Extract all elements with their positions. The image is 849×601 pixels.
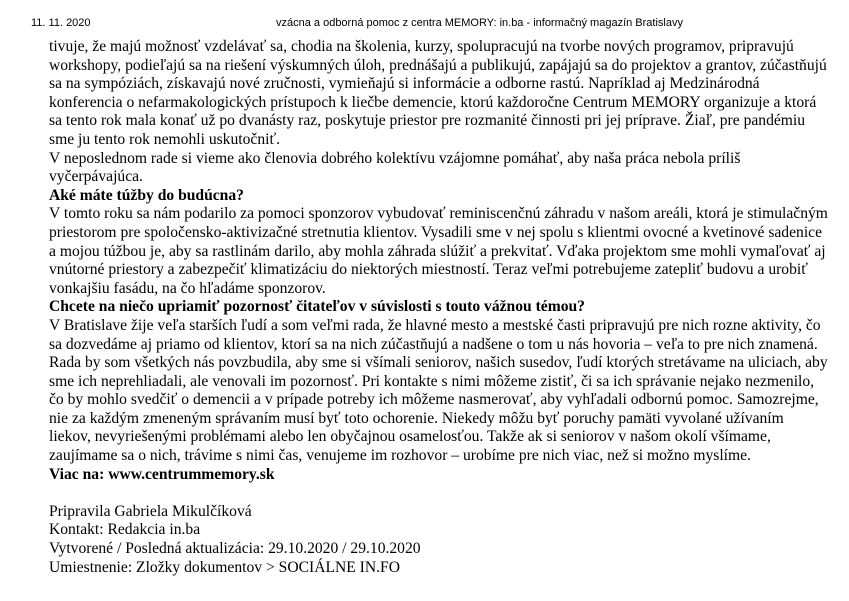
spacer	[49, 484, 829, 503]
article-paragraph: V neposlednom rade si vieme ako členovia dobrého kolektívu vzájomne pomáhať, aby naša práca nebola príliš vyčerpávajúca.	[49, 149, 741, 186]
article-paragraph: V Bratislave žije veľa starších ľudí a som veľmi rada, že hlavné mesto a mestské časti pripravujú pre nich rozne aktivity, čo sa dozvedáme aj priamo od klientov, ktorí sa na nich zúčastňujú a nadšene o tom u nás hovoria – veľa to pre nich znamená. Rada by som všetkých nás povzbudila, aby sme si všímali seniorov, našich susedov, ľudí ktorých stretávame na uliciach, aby sme ich neprehliadali, ale venovali im pozornosť. Pri kontakte s nimi môžeme zistiť, či sa ich správanie nejako nezmenilo, čo by mohlo svedčiť o demencii a v prípade potreby ich môžeme nasmerovať, aby vyhľadali odbornú pomoc. Samozrejme, nie za každým zmeneným správaním musí byť toto ochorenie. Niekedy môžu byť poruchy pamäti vyvolané užívaním liekov, nevyriešenými problémami alebo len obyčajnou osamelosťou. Takže ak si seniorov v našom okolí všímame, zaujímame sa o nich, trávime s nimi čas, venujeme im rozhovor – urobíme pre nich viac, než si možno myslíme.	[49, 316, 828, 465]
placement-line: Umiestnenie: Zložky dokumentov > SOCIÁLNE IN.FO	[49, 558, 400, 576]
article-paragraph: tivuje, že majú možnosť vzdelávať sa, chodia na školenia, kurzy, spolupracujú na tvorbe nových programov, pripravujú workshopy, podieľajú sa na riešení výskumných úloh, prednášajú a publikujú, zapájajú sa do projektov a grantov, zúčastňujú sa na sympóziách, získavajú nové zručnosti, vymieňajú si informácie a odborne rastú. Napríklad aj Medzinárodná konferencia o nefarmakologických prístupoch k liečbe demencie, ktorú každoročne Centrum MEMORY organizuje a ktorá sa tento rok mala konať už po dvanásty raz, poskytuje priestor pre rozmanité činnosti pri jej príprave. Žiaľ, pre pandémiu sme ju tento rok nemohli uskutočniť.	[49, 38, 827, 148]
more-info-link[interactable]: Viac na: www.centrummemory.sk	[49, 465, 275, 483]
article-paragraph: V tomto roku sa nám podarilo za pomoci sponzorov vybudovať reminiscenčnú záhradu v našom areáli, ktorá je stimulačným priestorom pre spoločensko-aktivizačné stretnutia klientov. Vysadili sme v nej spolu s klientmi ovocné a kvetinové sadenice a mojou túžbou je, aby sa rastlinám darilo, aby mohla záhrada slúžiť a prekvitať. Vďaka projektom sme mohli vymaľovať aj vnútorné priestory a zabezpečiť klimatizáciu do niektorých miestností. Teraz veľmi potrebujeme zatepliť budovu a urobiť vonkajšiu fasádu, na čo hľadáme sponzorov.	[49, 205, 828, 297]
article-question-heading: Chcete na niečo upriamiť pozornosť čitateľov v súvislosti s touto vážnou témou?	[49, 298, 585, 316]
contact-line: Kontakt: Redakcia in.ba	[49, 521, 201, 539]
dates-line: Vytvorené / Posledná aktualizácia: 29.10.2020 / 29.10.2020	[49, 540, 421, 558]
author-credit: Pripravila Gabriela Mikulčíková	[49, 502, 252, 520]
article-question-heading: Aké máte túžby do budúcna?	[49, 186, 244, 204]
print-header	[0, 17, 849, 33]
print-page-title: vzácna a odborná pomoc z centra MEMORY: in.ba - informačný magazín Bratislavy	[276, 17, 683, 29]
print-date: 11. 11. 2020	[31, 17, 91, 29]
article-body	[49, 38, 829, 577]
